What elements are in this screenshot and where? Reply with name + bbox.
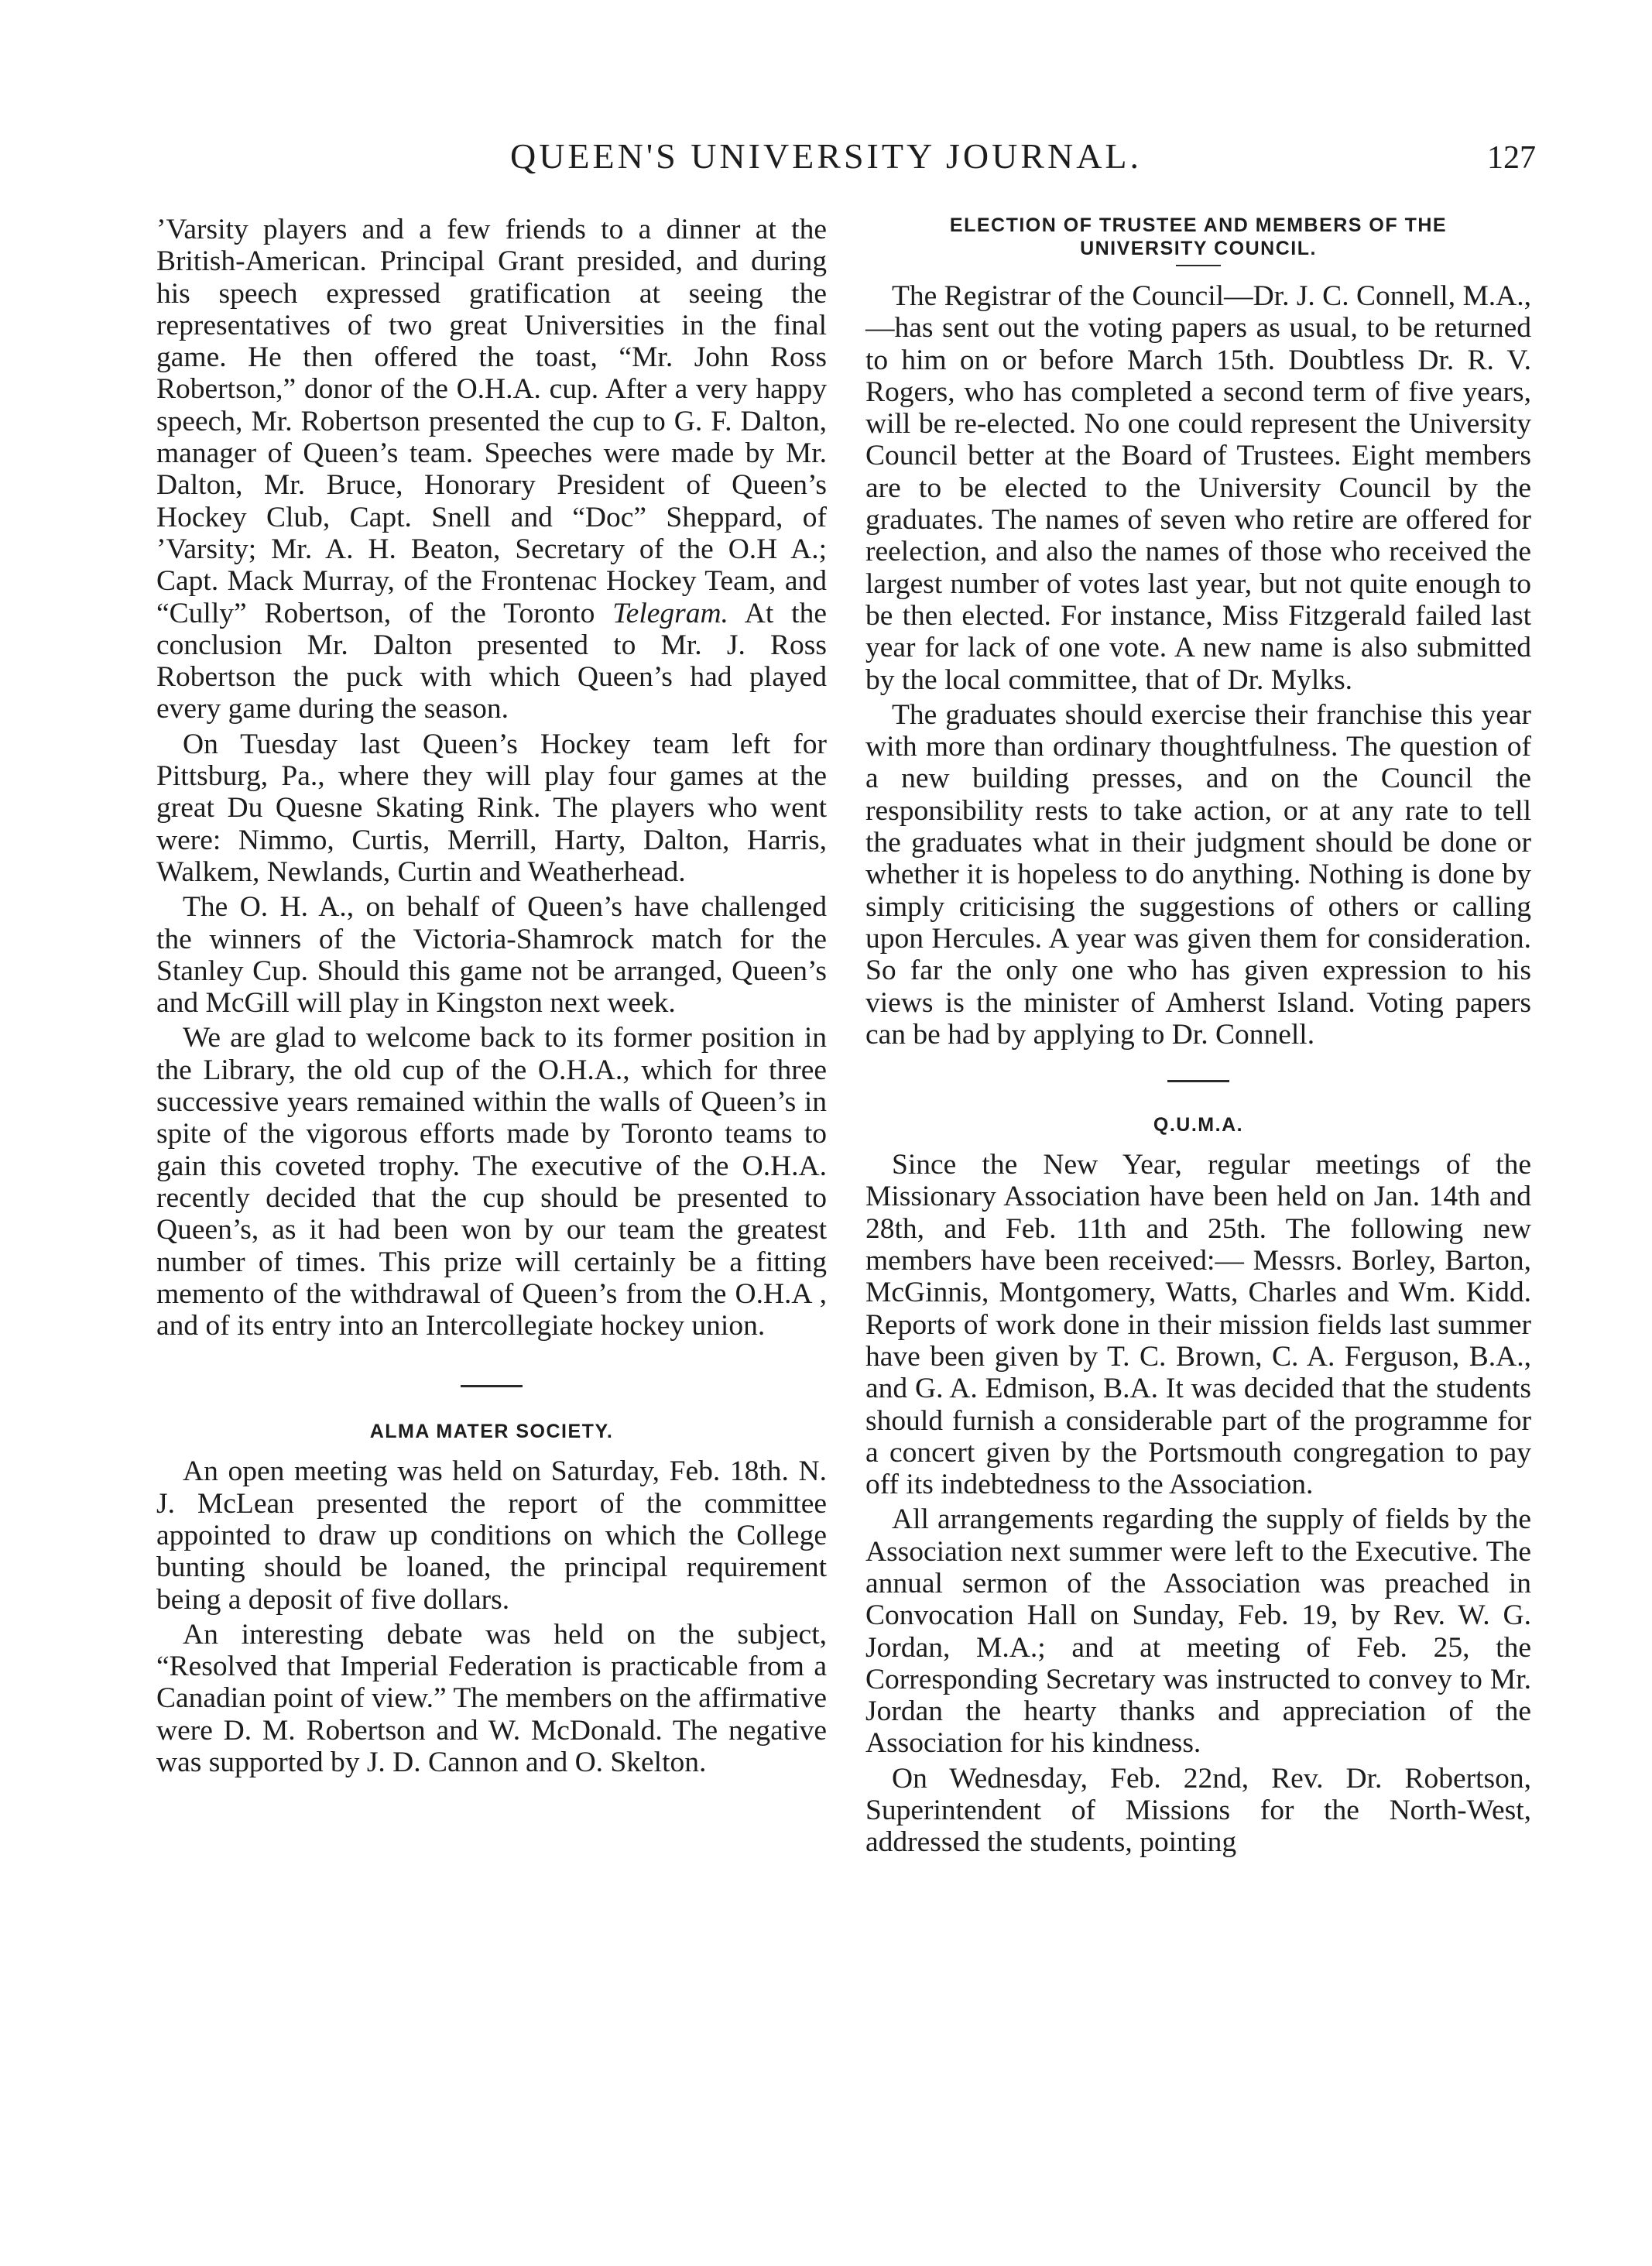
- paragraph: All arrangements regarding the supply of fields by the Association next summer were left to the Executive. The annual sermon of the Association was preached in Convocation Hall on Sunday, Feb. 19, by Rev. W. G. Jordan, M.A.; and at meeting of Feb. 25, the Corresponding Secretary was instructed to convey to Mr. Jordan the hearty thanks and appreciation of the Association for his kindness.: [865, 1503, 1531, 1760]
- heading-line: UNIVERSITY COUNCIL.: [1080, 238, 1317, 259]
- paragraph-text: ’Varsity players and a few friends to a dinner at the British-American. Principal Grant presided, and during his speech expressed gratification at seeing the representatives of two great Universities in the final game. He then offered the toast, “Mr. John Ross Robertson,” donor of the O.H.A. cup. After a very happy speech, Mr. Robertson presented the cup to G. F. Dalton, manager of Queen’s team. Speeches were made by Mr. Dalton, Mr. Bruce, Honorary President of Queen’s Hockey Club, Capt. Snell and “Doc” Sheppard, of ’Varsity; Mr. A. H. Beaton, Secretary of the O.H A.; Capt. Mack Murray, of the Frontenac Hockey Team, and “Cully” Robertson, of the Toronto: [156, 214, 827, 629]
- newspaper-title: Telegram.: [612, 597, 728, 629]
- section-divider: [461, 1385, 523, 1387]
- paragraph-text: At the conclusion Mr. Dalton presented to Mr. J. Ross Robertson the puck with which Queen’s had played every game during the season.: [156, 597, 827, 725]
- left-column: [156, 214, 827, 1781]
- heading-line: ELECTION OF TRUSTEE AND MEMBERS OF THE: [949, 214, 1448, 236]
- paragraph: Since the New Year, regular meetings of the Missionary Association have been held on Jan. 14th and 28th, and Feb. 11th and 25th. The following new members have been received:— Messrs. Borley, Barton, McGinnis, Montgomery, Watts, Charles and Wm. Kidd. Reports of work done in their mission fields last summer have been given by T. C. Brown, C. A. Ferguson, B.A., and G. A. Edmison, B.A. It was decided that the students should furnish a considerable part of the programme for a concert given by the Portsmouth congregation to pay off its indebtedness to the Association.: [865, 1149, 1531, 1501]
- right-column: [865, 214, 1531, 1862]
- paragraph: We are glad to welcome back to its former position in the Library, the old cup of the O.H.A., which for three successive years remained within the walls of Queen’s in spite of the vigorous efforts made by Toronto teams to gain this coveted trophy. The executive of the O.H.A. recently decided that the cup should be presented to Queen’s, as it had been won by our team the greatest number of times. This prize will certainly be a fitting memento of the withdrawal of Queen’s from the O.H.A , and of its entry into an Intercollegiate hockey union.: [156, 1022, 827, 1342]
- continued-paragraph: [156, 214, 827, 725]
- section-divider: [1167, 1080, 1229, 1082]
- paragraph: The O. H. A., on behalf of Queen’s have challenged the winners of the Victoria-Shamrock match for the Stanley Cup. Should this game not be arranged, Queen’s and McGill will play in Kingston next week.: [156, 891, 827, 1020]
- alma-mater-heading: ALMA MATER SOCIETY.: [369, 1421, 614, 1443]
- paragraph: On Tuesday last Queen’s Hockey team left for Pittsburg, Pa., where they will play four games at the great Du Quesne Skating Rink. The players who went were: Nimmo, Curtis, Merrill, Harty, Dalton, Harris, Walkem, Newlands, Curtin and Weatherhead.: [156, 728, 827, 888]
- paragraph: An open meeting was held on Saturday, Feb. 18th. N. J. McLean presented the report of the committee appointed to draw up conditions on which the College bunting should be loaned, the principal requirement being a deposit of five dollars.: [156, 1455, 827, 1616]
- paragraph: The Registrar of the Council—Dr. J. C. Connell, M.A.,—has sent out the voting papers as usual, to be returned to him on or before March 15th. Doubtless Dr. R. V. Rogers, who has completed a second term of five years, will be re-elected. No one could represent the University Council better at the Board of Trustees. Eight members are to be elected to the University Council by the graduates. The names of seven who retire are offered for reelection, and also the names of those who received the largest number of votes last year, but not quite enough to be then elected. For instance, Miss Fitzgerald failed last year for lack of one vote. A new name is also submitted by the local committee, that of Dr. Mylks.: [865, 280, 1531, 696]
- election-heading: [865, 214, 1531, 260]
- heading-rule: [1176, 265, 1221, 266]
- page-header: [0, 133, 1652, 180]
- paragraph: An interesting debate was held on the subject, “Resolved that Imperial Federation is practicable from a Canadian point of view.” The members on the affirmative were D. M. Robertson and W. McDonald. The negative was supported by J. D. Cannon and O. Skelton.: [156, 1618, 827, 1779]
- paragraph: On Wednesday, Feb. 22nd, Rev. Dr. Robertson, Superintendent of Missions for the North-West, addressed the students, pointing: [865, 1762, 1531, 1859]
- running-title: QUEEN'S UNIVERSITY JOURNAL.: [509, 136, 1143, 176]
- paragraph: The graduates should exercise their franchise this year with more than ordinary thoughtfulness. The question of a new building presses, and on the Council the responsibility rests to take action, or at any rate to tell the graduates what in their judgment should be done or whether it is hopeless to do anything. Nothing is done by simply criticising the suggestions of others or calling upon Hercules. A year was given them for consideration. So far the only one who has given expression to his views is the minister of Amherst Island. Voting papers can be had by applying to Dr. Connell.: [865, 698, 1531, 1051]
- page-number: 127: [1487, 140, 1536, 176]
- quma-heading: Q.U.M.A.: [1153, 1114, 1244, 1136]
